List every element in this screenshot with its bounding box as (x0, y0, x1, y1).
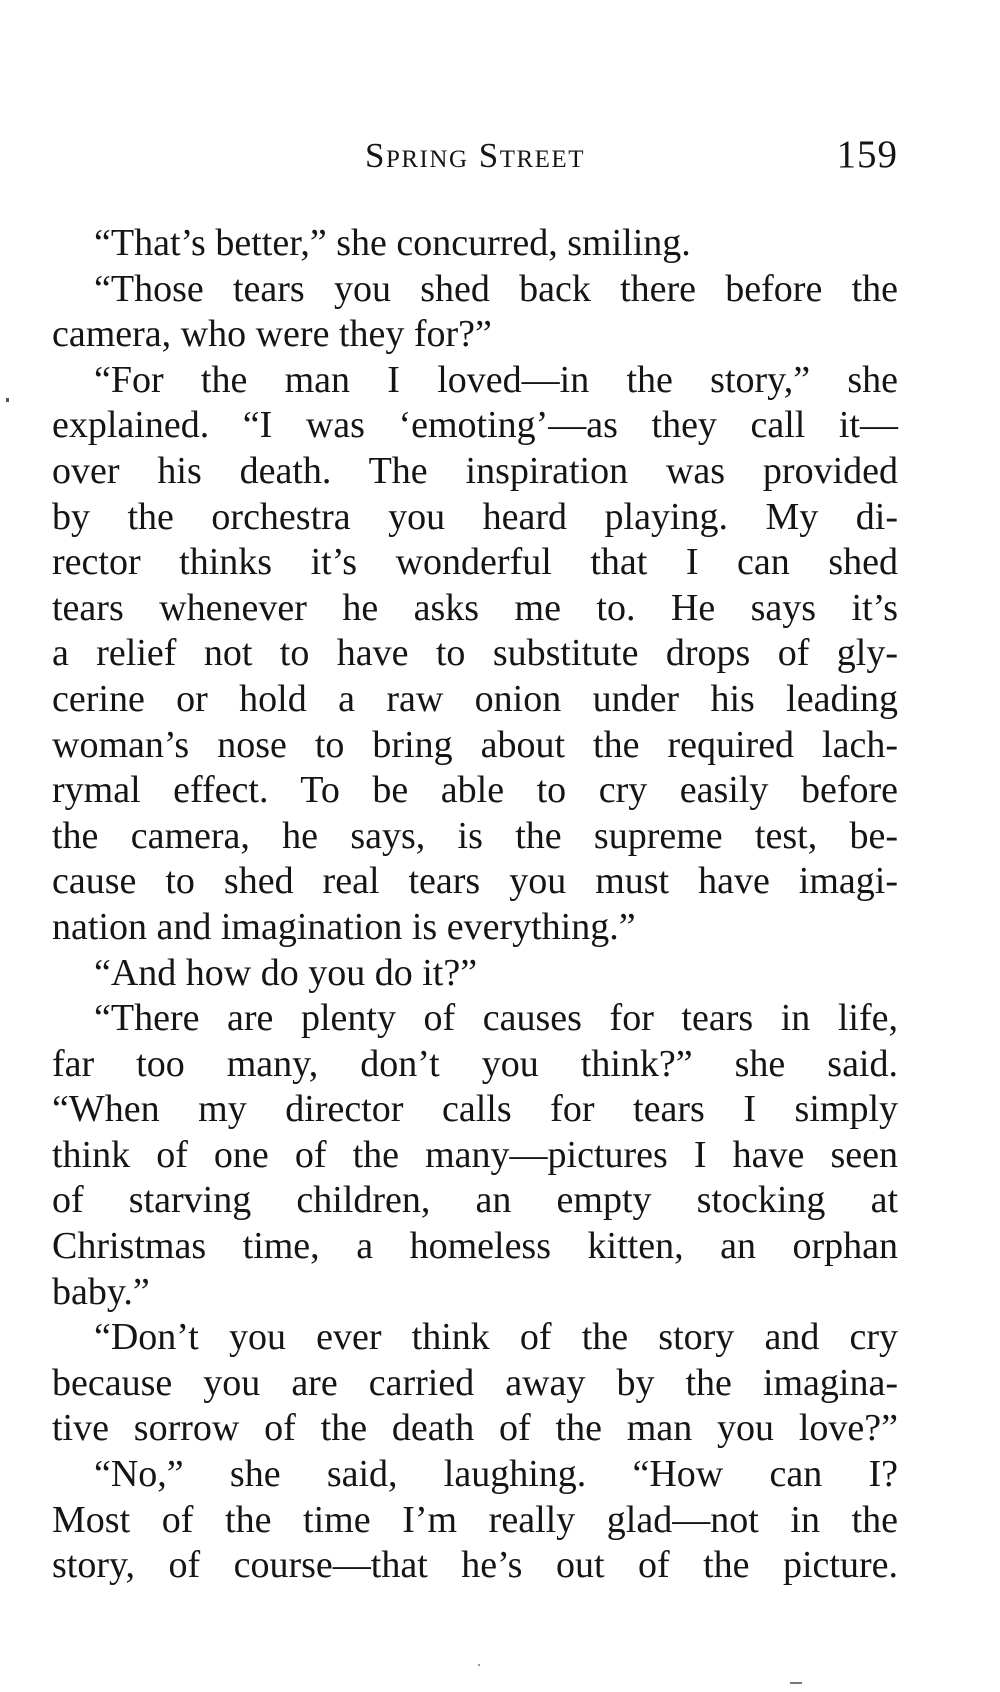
scan-speck (478, 1664, 480, 1666)
text-line: far too many, don’t you think?” she said. (52, 1042, 898, 1085)
body-text (52, 221, 898, 1589)
text-line: camera, who were they for?” (52, 313, 492, 356)
text-line: “For the man I loved—in the story,” she (94, 358, 898, 401)
running-title: Spring Street (365, 136, 585, 175)
text-line: tive sorrow of the death of the man you love?” (52, 1407, 898, 1450)
text-line: think of one of the many—pictures I have seen (52, 1133, 898, 1176)
text-line: “When my director calls for tears I simply (52, 1088, 898, 1131)
text-line: over his death. The inspiration was provided (52, 449, 898, 492)
text-line: cause to shed real tears you must have imagi- (52, 860, 898, 903)
text-line: tears whenever he asks me to. He says it’s (52, 586, 898, 629)
text-line: rector thinks it’s wonderful that I can shed (52, 541, 898, 584)
text-line: the camera, he says, is the supreme test, be- (52, 814, 898, 857)
scan-speck (6, 398, 9, 402)
text-line: “Don’t you ever think of the story and cry (94, 1316, 898, 1359)
text-line: a relief not to have to substitute drops of gly- (52, 632, 898, 675)
text-line: baby.” (52, 1270, 150, 1313)
scan-speck (790, 1682, 802, 1684)
text-line: Christmas time, a homeless kitten, an orphan (52, 1225, 898, 1268)
text-line: of starving children, an empty stocking at (52, 1179, 898, 1222)
page-number: 159 (836, 133, 898, 176)
running-head (52, 132, 898, 182)
text-line: by the orchestra you heard playing. My di- (52, 495, 898, 538)
text-line: “There are plenty of causes for tears in life, (94, 997, 898, 1040)
text-line: explained. “I was ‘emoting’—as they call it— (52, 404, 898, 447)
text-line: cerine or hold a raw onion under his leading (52, 677, 898, 720)
text-line: Most of the time I’m really glad—not in the (52, 1498, 898, 1541)
text-line: woman’s nose to bring about the required lach- (52, 723, 898, 766)
text-line: “No,” she said, laughing. “How can I? (94, 1453, 898, 1496)
text-line: because you are carried away by the imagina- (52, 1361, 898, 1404)
text-line: rymal effect. To be able to cry easily before (52, 769, 898, 812)
text-line: “And how do you do it?” (94, 951, 478, 994)
text-line: story, of course—that he’s out of the picture. (52, 1544, 898, 1587)
text-line: nation and imagination is everything.” (52, 905, 636, 948)
text-line: “That’s better,” she concurred, smiling. (94, 222, 691, 264)
text-line: “Those tears you shed back there before the (94, 267, 898, 310)
